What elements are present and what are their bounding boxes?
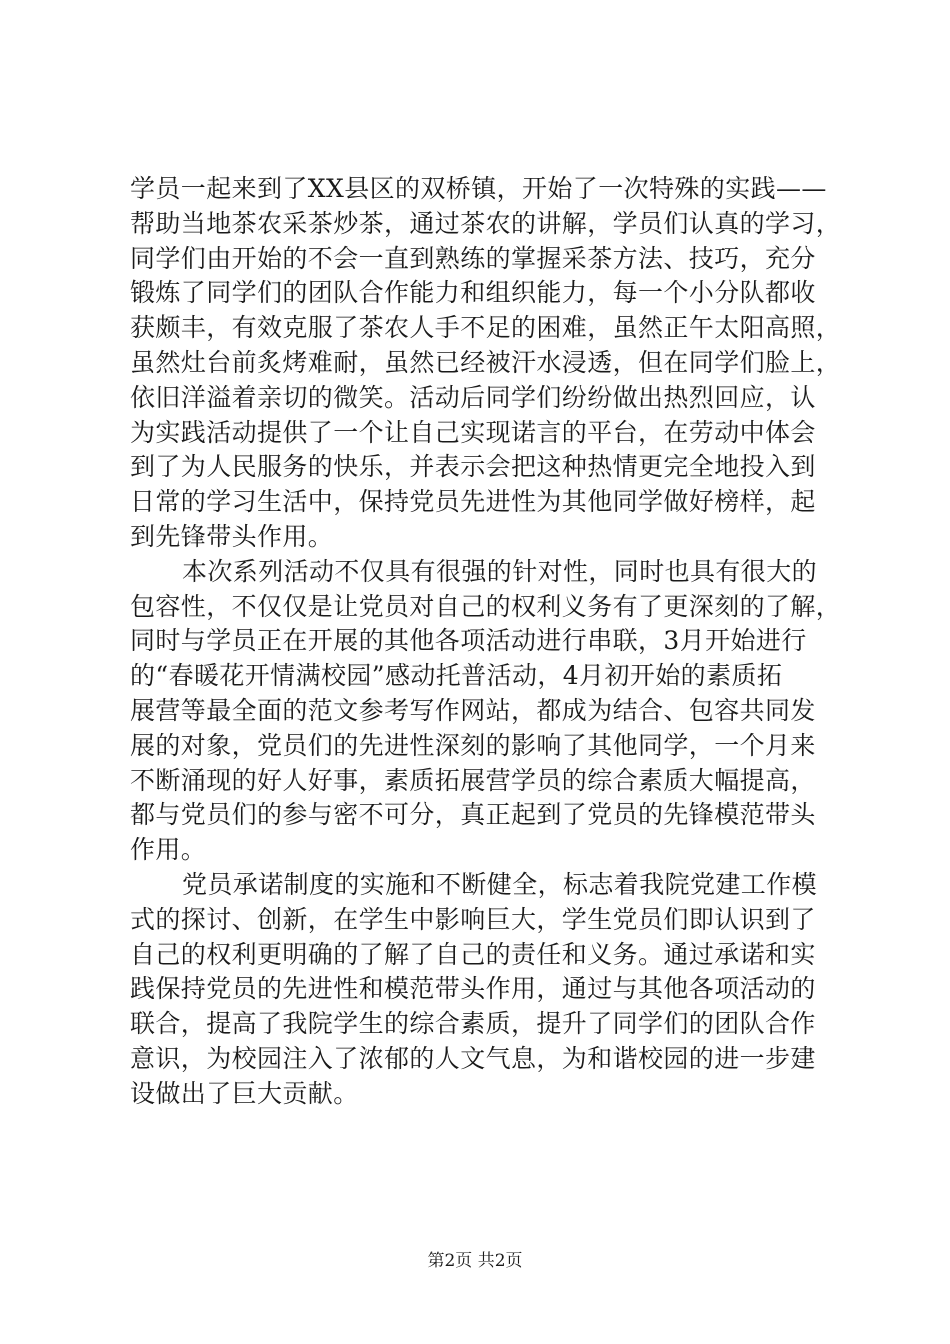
text-line: 同时与学员正在开展的其他各项活动进行串联，3月开始进行: [130, 626, 807, 656]
text-line: 虽然灶台前炙烤难耐，虽然已经被汗水浸透，但在同学们脸上，: [130, 347, 842, 377]
text-line: 设做出了巨大贡献。: [130, 1078, 359, 1108]
text-line: 自己的权利更明确的了解了自己的责任和义务。通过承诺和实: [130, 939, 816, 969]
text-line: 的“春暖花开情满校园”感动托普活动，4月初开始的素质拓: [130, 661, 783, 691]
text-line: 同学们由开始的不会一直到熟练的掌握采茶方法、技巧，充分: [130, 243, 816, 273]
text-line: 到先锋带头作用。: [130, 521, 334, 551]
paragraph: [130, 555, 850, 868]
page-footer: 第2页 共2页: [427, 1251, 523, 1271]
text-line: 联合，提高了我院学生的综合素质，提升了同学们的团队合作: [130, 1009, 816, 1039]
text-line: 展营等最全面的范文参考写作网站，都成为结合、包容共同发: [130, 695, 816, 725]
paragraph: [130, 172, 850, 555]
text-line: 党员承诺制度的实施和不断健全，标志着我院党建工作模: [182, 869, 818, 899]
text-line: 都与党员们的参与密不可分，真正起到了党员的先锋模范带头: [130, 800, 816, 830]
text-line: 不断涌现的好人好事，素质拓展营学员的综合素质大幅提高，: [130, 765, 816, 795]
text-line: 意识，为校园注入了浓郁的人文气息，为和谐校园的进一步建: [130, 1043, 816, 1073]
text-line: 依旧洋溢着亲切的微笑。活动后同学们纷纷做出热烈回应，认: [130, 382, 816, 412]
text-line: 学员一起来到了XX县区的双桥镇，开始了一次特殊的实践——: [130, 174, 827, 203]
text-line: 式的探讨、创新，在学生中影响巨大，学生党员们即认识到了: [130, 904, 816, 934]
text-line: 践保持党员的先进性和模范带头作用，通过与其他各项活动的: [130, 974, 816, 1004]
text-line: 锻炼了同学们的团队合作能力和组织能力，每一个小分队都收: [130, 278, 816, 308]
text-line: 帮助当地茶农采茶炒茶，通过茶农的讲解，学员们认真的学习，: [130, 208, 842, 238]
text-line: 为实践活动提供了一个让自己实现诺言的平台，在劳动中体会: [130, 417, 816, 447]
text-line: 到了为人民服务的快乐，并表示会把这种热情更完全地投入到: [130, 452, 816, 482]
text-line: 本次系列活动不仅具有很强的针对性，同时也具有很大的: [182, 556, 818, 586]
text-line: 日常的学习生活中，保持党员先进性为其他同学做好榜样，起: [130, 487, 816, 517]
text-line: 作用。: [130, 835, 207, 865]
text-line: 展的对象，党员们的先进性深刻的影响了其他同学，一个月来: [130, 730, 816, 760]
document-body: [130, 172, 850, 1112]
text-line: 包容性，不仅仅是让党员对自己的权利义务有了更深刻的了解，: [130, 591, 842, 621]
paragraph: [130, 868, 850, 1112]
text-line: 获颇丰，有效克服了茶农人手不足的困难，虽然正午太阳高照，: [130, 313, 842, 343]
